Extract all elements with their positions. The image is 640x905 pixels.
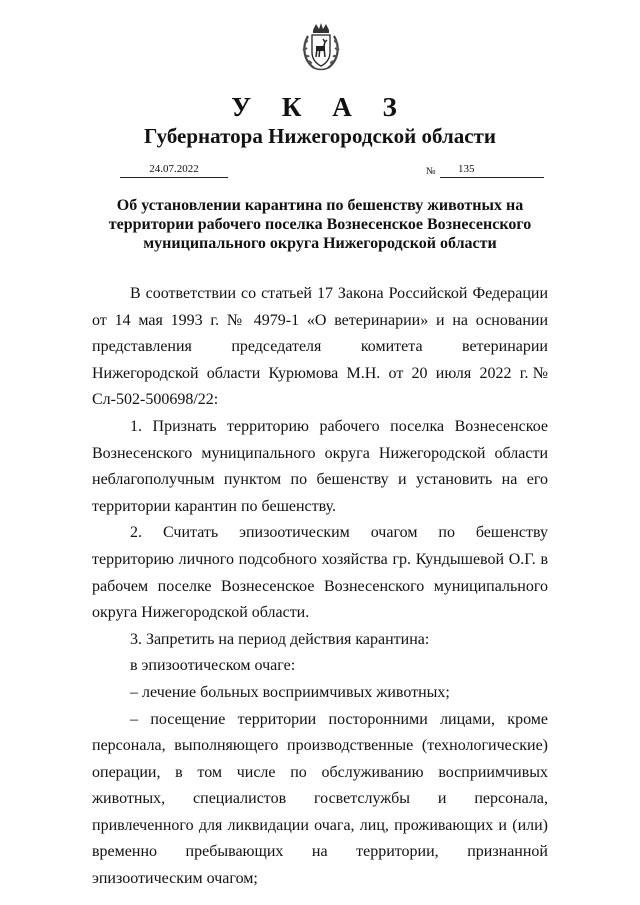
document-number-field [440, 163, 544, 178]
paragraph-item-3: 3. Запретить на период действия карантина: [130, 630, 430, 648]
paragraph-item-1: 1. Признать территорию рабочего поселка Вознесенское Вознесенского муниципального округа Нижегородской области неблагополучным пунктом по бешенству и установить на его территории карантин по бешенству. [92, 417, 548, 515]
document-number-prefix: № [426, 166, 436, 177]
document-body [92, 281, 548, 893]
paragraph-item-2: 2. Считать эпизоотическим очагом по бешенству территорию личного подсобного хозяйства гр. Кундышевой О.Г. в рабочем поселке Вознесенское Вознесенского муниципального округа Нижегородской области. [92, 524, 548, 622]
document-subtitle: Губернатора Нижегородской области [144, 124, 496, 148]
paragraph-dash-1: – лечение больных восприимчивых животных; [130, 683, 450, 701]
paragraph-focus-label: в эпизоотическом очаге: [130, 657, 296, 675]
coat-of-arms-emblem [300, 22, 342, 72]
paragraph-dash-2: – посещение территории посторонними лицами, кроме персонала, выполняющего производственные (технологические) операции, в том числе по обслуживанию восприимчивых животных, специалистов госветслужбы и персонала, привлеченного для ликвидации очага, лиц, проживающих и (или) временно пребывающих на территории, признанной эпизоотическим очагом; [92, 710, 548, 888]
paragraph-preamble: В соответствии со статьей 17 Закона Российской Федерации от 14 мая 1993 г. № 4979-1 «О ветеринарии» и на основании представления председателя комитета ветеринарии Нижегородской области Курюмова М.Н. от 20 июля 2022 г.№ Сл-502-500698/22: [92, 285, 548, 409]
document-date: 24.07.2022 [120, 163, 228, 178]
document-number: 135 [458, 163, 475, 175]
document-title: У К А З [231, 92, 409, 122]
document-heading: Об установлении карантина по бешенству животных на территории рабочего поселка Вознесенское Вознесенского муниципального округа Нижегородской области [108, 197, 532, 252]
